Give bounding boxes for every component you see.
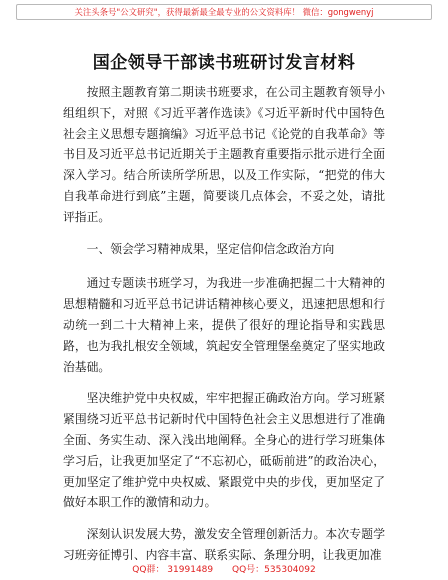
intro-paragraph: 按照主题教育第二期读书班要求，在公司主题教育领导小组组织下，对照《习近平著作选读》《习近平新时代中国特色社会主义思想专题摘编》习近平总书记《论党的自我革命》等书目及习近平总书记近期关于主题教育重要指示批示进行全面深入学习。结合所读所学所思，以及工作实际，“把党的伟大自我革命进行到底”主题，简要谈几点体会，不妥之处，请批评指正。 <box>63 85 385 224</box>
footer-qq-group: QQ群： 31991489 <box>132 565 214 575</box>
banner-text: 关注头条号"公文研究"，获得最新最全最专业的公文资料库！ 微信：gongwenyj <box>16 4 432 20</box>
body-paragraph: 通过专题读书班学习，为我进一步准确把握二十大精神的思想精髓和习近平总书记讲话精神核心要义，迅速把思想和行动统一到二十大精神上来，提供了很好的理论指导和实践思路，也为我扎根安全领域，筑起安全管理堡垒奠定了坚实地政治基础。 <box>63 276 385 374</box>
document-body <box>63 82 385 573</box>
document-title: 国企领导干部读书班研讨发言材料 <box>92 53 356 73</box>
body-paragraph: 深刻认识发展大势，激发安全管理创新活力。本次专题学习班旁征博引、内容丰富、联系实际、条理分明，让我更加准 <box>63 527 385 562</box>
footer-contact <box>0 562 448 576</box>
footer-qq: QQ号：535304092 <box>232 565 316 575</box>
header-banner <box>0 4 448 20</box>
body-paragraph: 坚决维护党中央权威，牢牢把握正确政治方向。学习班紧紧围绕习近平总书记新时代中国特色社会主义思想进行了准确全面、务实生动、深入浅出地阐释。全身心的进行学习班集体学习后，让我更加坚定了“不忘初心，砥砺前进”的政治决心，更加坚定了维护党中央权威、紧跟党中央的步伐，更加坚定了做好本职工作的激情和动力。 <box>63 391 385 510</box>
section-heading: 一、领会学习精神成果，坚定信仰信念政治方向 <box>86 241 335 256</box>
